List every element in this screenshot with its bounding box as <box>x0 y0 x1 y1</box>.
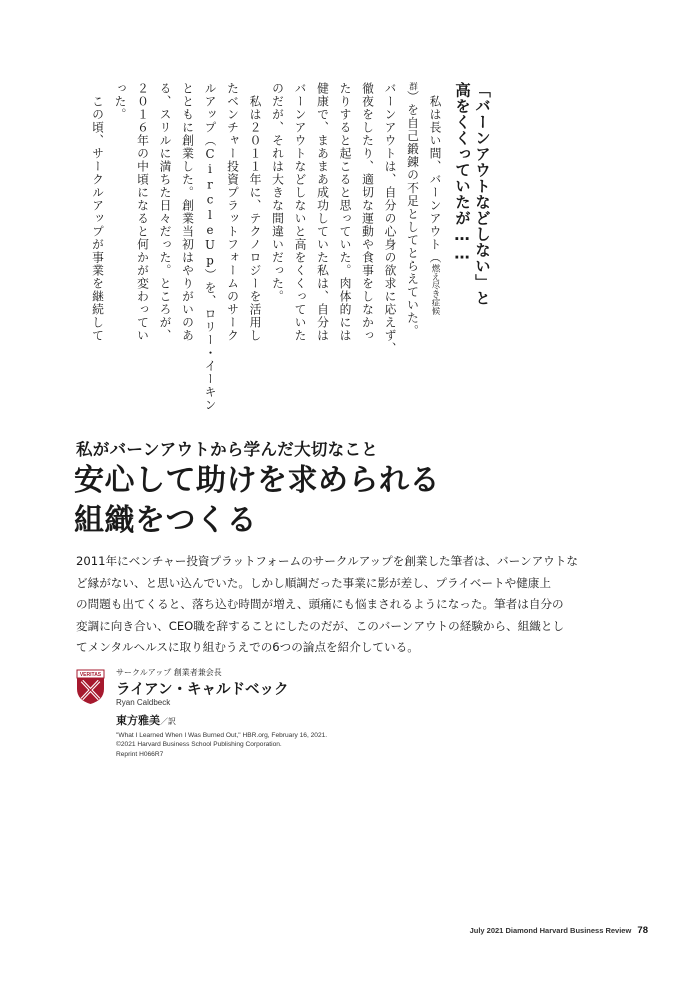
vertical-section-heading <box>452 82 492 382</box>
page-number: 78 <box>637 925 648 936</box>
body-annotation: 群 <box>407 82 418 91</box>
footer-publication: Diamond Harvard Business Review <box>505 926 632 935</box>
page-footer <box>470 925 648 936</box>
author-romaji-name: Ryan Caldbeck <box>116 698 171 707</box>
body-column: る、スリルに満ちた日々だった。ところが、 <box>158 82 172 342</box>
lead-line: 変調に向き合い、CEO職を辞することにしたのだが、このバーンアウトの経験から、組織とし <box>76 618 565 633</box>
source-note-line: Reprint H066R7 <box>116 750 164 758</box>
translator <box>116 712 176 728</box>
body-column: 徹夜をしたり、適切な運動や食事をしなかっ <box>360 82 375 342</box>
source-notes <box>116 731 327 759</box>
author-title: サークルアップ 創業者兼会長 <box>116 668 222 677</box>
body-column: ２０１６年の中頃になると何かが変わってい <box>135 82 150 342</box>
harvard-shield-logo <box>76 669 105 705</box>
body-column <box>401 82 424 338</box>
body-text: ）を自己鍛錬の不足としてとらえていた。 <box>405 90 420 338</box>
lead-line: の問題も出てくると、落ち込む時間が増え、頭痛にも悩まされるようになった。筆者は自分の <box>76 597 564 611</box>
body-column: ルアップ（CircleUp）を、ロリー・イーキン <box>203 82 217 412</box>
body-column: たりすると起こると思っていた。肉体的には <box>338 82 352 342</box>
body-column: たベンチャー投資プラットフォームのサーク <box>225 82 240 342</box>
title-line-2: 組織をつくる <box>74 503 257 538</box>
source-note-line: "What I Learned When I Was Burned Out," HBR.org, February 16, 2021. <box>116 732 328 739</box>
body-column: バーンアウトは、自分の心身の欲求に応えず、 <box>383 82 397 355</box>
body-column: とともに創業した。創業当初はやりがいのあ <box>180 82 195 342</box>
body-column <box>424 82 447 320</box>
svg-text:VERITAS: VERITAS <box>79 672 102 679</box>
article-kicker: 私がバーンアウトから学んだ大切なこと <box>76 440 379 459</box>
lead-line: てメンタルヘルスに取り組むうえでの6つの論点を紹介している。 <box>76 640 419 654</box>
translator-name: 東方雅美 <box>116 714 160 727</box>
article-lead <box>76 551 636 659</box>
body-column: のだが、それは大きな間違いだった。 <box>270 82 285 303</box>
vertical-body-text <box>86 82 446 412</box>
body-column: この頃、サークルアップが事業を継続して <box>90 82 105 342</box>
vertical-heading-line-1: 「バーンアウトなどしない」と <box>473 82 491 306</box>
body-text: 私は長い間、バーンアウト（ <box>428 82 442 264</box>
body-column: った。 <box>113 82 127 121</box>
vertical-heading-line-2: 高をくくっていたが…… <box>453 82 471 263</box>
author-name: ライアン・キャルドベック <box>116 682 289 698</box>
lead-line: ど縁がない、と思い込んでいた。しかし順調だった事業に影が差し、プライベートや健康上 <box>76 575 551 590</box>
body-annotation: 燃え尽き症候 <box>430 264 440 315</box>
source-note-line: ©2021 Harvard Business School Publishing Corporation. <box>116 741 282 749</box>
footer-issue: July 2021 <box>469 926 504 935</box>
body-column: 健康で、まあまあ成功していた私は、自分は <box>315 82 330 342</box>
article-title <box>74 461 440 541</box>
translator-suffix: ／訳 <box>160 717 176 726</box>
body-column: バーンアウトなどしないと高をくくっていた <box>293 82 307 342</box>
lead-line: 2011年にベンチャー投資プラットフォームのサークルアップを創業した筆者は、バーンアウトな <box>76 554 578 568</box>
title-line-1: 安心して助けを求められる <box>74 463 440 498</box>
body-column: 私は２０１１年に、テクノロジーを活用し <box>248 82 262 342</box>
